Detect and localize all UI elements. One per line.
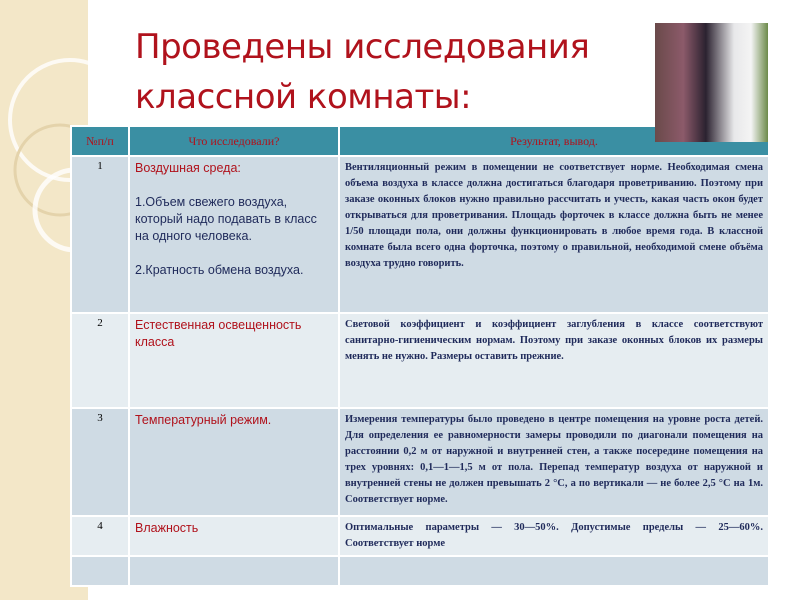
table-row: 3 Температурный режим. Измерения температуры было проведено в центре помещения на уровне роста детей. Для определения ее равномерности замеры проводили по диагонали помещения на расстоянии 0,2 м от наружной и внутренней стен, а также посередине помещения на трех уровнях: 0,1—1—1,5 м от пола. Перепад температур воздуха от наружной и внутренней стены не должен превышать 2 °С, а по вертикали — не более 2,5 °С на 1м. Соответствует норме.	[71, 408, 769, 516]
research-table	[70, 125, 770, 587]
students-photo	[655, 23, 768, 142]
header-result: Результат, вывод.	[339, 126, 769, 156]
header-num: №п/п	[71, 126, 129, 156]
slide-title: Проведены исследования классной комнаты:	[135, 27, 590, 117]
table-row: 2 Естественная освещенность класса Световой коэффициент и коэффициент заглубления в классе соответствуют санитарно-гигиеническим нормам. Поэтому при заказе оконных блоков их размеры менять не нужно. Размеры оставить прежние.	[71, 313, 769, 408]
table-row-empty	[71, 556, 769, 586]
header-what: Что исследовали?	[129, 126, 339, 156]
table-row: 4 Влажность Оптимальные параметры — 30—50%. Допустимые пределы — 25—60%. Соответствует норме	[71, 516, 769, 556]
table-row: 1 Воздушная среда: 1.Объем свежего воздуха, который надо подавать в класс на одного человека. 2.Кратность обмена воздуха. Вентиляционный режим в помещении не соответствует норме. Необходимая смена объема воздуха в классе должна достигаться благодаря проветриванию. Поэтому при заказе оконных блоков нужно правильно рассчитать и учесть, какая часть окон будет открываться для проветривания. Площадь форточек в классе должна быть не менее 1/50 площади пола, они должны функционировать в любое время года. В классной комнате была всего одна форточка, поэтому о правильной, необходимой смене объёма воздуха трудно говорить.	[71, 156, 769, 313]
